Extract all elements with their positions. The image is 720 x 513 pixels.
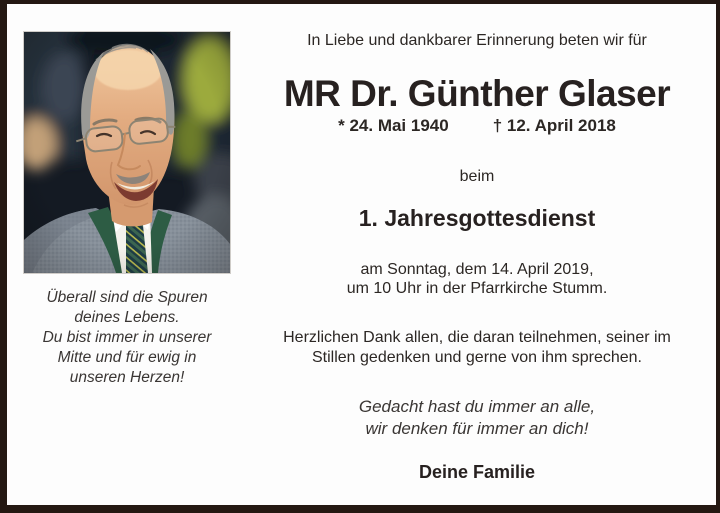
thanks-text: [257, 328, 697, 368]
portrait-illustration: [24, 32, 230, 273]
quote-line1: Gedacht hast du immer an alle,: [358, 397, 596, 416]
deceased-name: MR Dr. Günther Glaser: [283, 73, 671, 114]
life-dates: [257, 116, 697, 136]
thanks-line1: Herzlichen Dank allen, die daran teilnehmen, seiner im: [283, 329, 671, 346]
quote-line2: wir denken für immer an dich!: [365, 419, 589, 438]
birth-date: * 24. Mai 1940: [338, 116, 449, 135]
poem-line: Überall sind die Spuren: [46, 289, 208, 306]
occasion-lead: beim: [459, 168, 495, 185]
service-when-line1: am Sonntag, dem 14. April 2019,: [360, 261, 594, 278]
service-title: 1. Jahresgottesdienst: [358, 205, 596, 231]
intro-line: In Liebe und dankbarer Erinnerung beten wir für: [307, 32, 647, 49]
poem-line: Du bist immer in unserer: [42, 329, 212, 346]
memorial-poem: [7, 288, 247, 388]
remembrance-quote: [257, 396, 697, 440]
portrait-photo: [24, 32, 230, 273]
poem-line: deines Lebens.: [74, 309, 180, 326]
poem-line: unseren Herzen!: [69, 369, 185, 386]
death-date: † 12. April 2018: [492, 116, 616, 135]
family-signature: Deine Familie: [418, 462, 536, 482]
thanks-line2: Stillen gedenken und gerne von ihm sprechen.: [312, 349, 642, 366]
service-when-line2: um 10 Uhr in der Pfarrkirche Stumm.: [346, 280, 608, 297]
poem-line: Mitte und für ewig in: [57, 349, 197, 366]
service-when: [257, 260, 697, 298]
